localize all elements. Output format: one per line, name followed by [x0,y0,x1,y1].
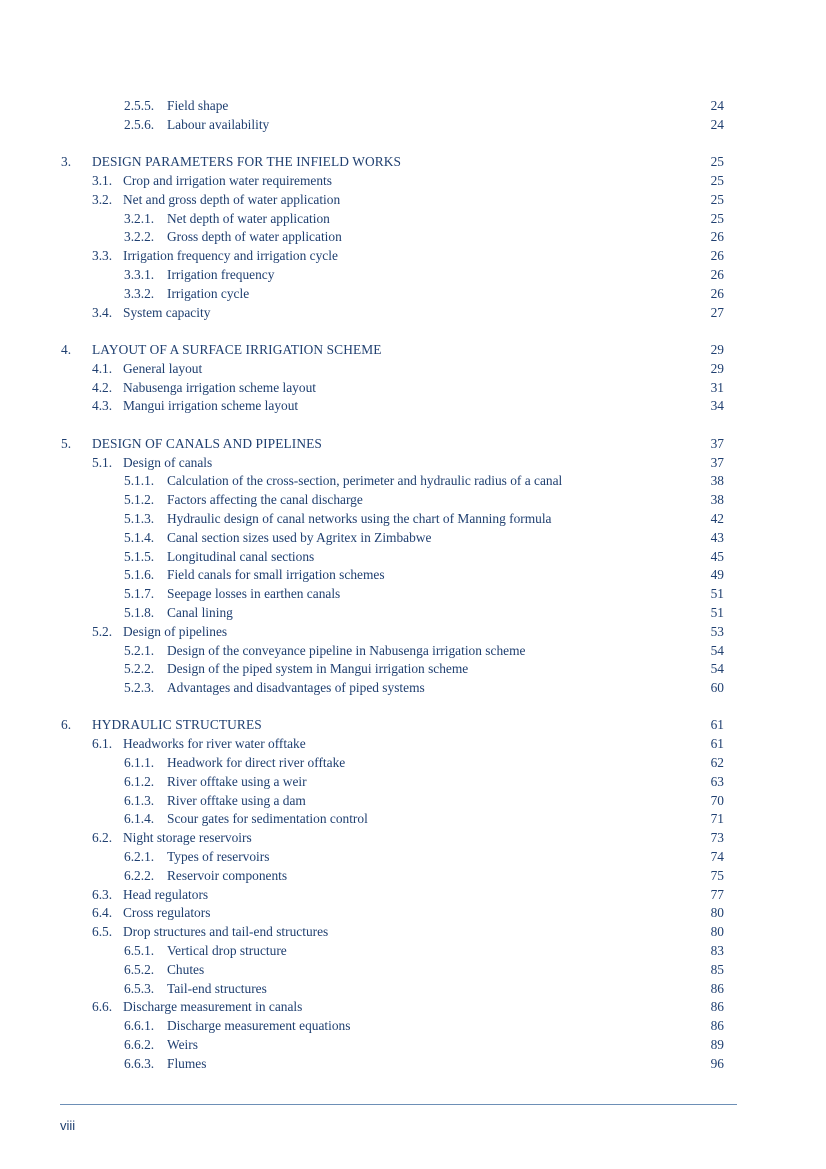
toc-entry-title: Types of reservoirs [167,849,270,865]
toc-entry-number: 6.2.1. [124,849,155,865]
toc-entry-page-number: 26 [710,285,724,301]
toc-entry-title: HYDRAULIC STRUCTURES [92,717,262,733]
toc-entry-title: Irrigation cycle [167,285,250,301]
toc-section-entry [0,397,826,416]
toc-entry-page-number: 25 [710,191,724,207]
toc-entry-page-number: 51 [710,604,724,620]
toc-entry-page-number: 24 [710,116,724,132]
toc-entry-page-number: 51 [710,586,724,602]
toc-entry-page-number: 31 [710,379,724,395]
toc-entry-number: 4.1. [92,360,113,376]
toc-entry-title: Design of the piped system in Mangui irrigation scheme [167,661,469,677]
toc-entry-page-number: 61 [710,736,724,752]
toc-entry-number: 3.2.1. [124,210,155,226]
toc-entry-page-number: 80 [710,905,724,921]
toc-entry-page-number: 42 [710,510,724,526]
toc-entry-page-number: 75 [710,867,724,883]
toc-entry-title: Design of canals [123,454,213,470]
toc-entry-page-number: 49 [710,567,724,583]
toc-entry-number: 3. [61,154,72,170]
toc-entry-title: DESIGN PARAMETERS FOR THE INFIELD WORKS [92,154,402,170]
toc-entry-title: Headworks for river water offtake [123,736,306,752]
toc-subsection-entry [0,285,826,304]
toc-entry-number: 6.6.1. [124,1018,155,1034]
toc-entry-title: General layout [123,360,203,376]
toc-entry-page-number: 26 [710,266,724,282]
toc-entry-title: Field canals for small irrigation schemes [167,567,385,583]
toc-entry-title: Weirs [167,1037,198,1053]
toc-subsection-entry [0,642,826,661]
toc-section-entry [0,735,826,754]
toc-chapter-entry [0,716,826,735]
toc-entry-page-number: 73 [710,830,724,846]
toc-entry-title: Reservoir components [167,867,288,883]
toc-entry-page-number: 38 [710,492,724,508]
toc-entry-page-number: 26 [710,248,724,264]
toc-entry-title: Night storage reservoirs [123,830,252,846]
toc-subsection-entry [0,529,826,548]
toc-entry-number: 5.1.8. [124,604,155,620]
toc-entry-title: Scour gates for sedimentation control [167,811,368,827]
toc-entry-title: Longitudinal canal sections [167,548,315,564]
toc-entry-number: 5.1.4. [124,529,155,545]
toc-entry-number: 4.2. [92,379,113,395]
toc-entry-page-number: 83 [710,943,724,959]
toc-entry-number: 6.5.1. [124,943,155,959]
toc-entry-title: Field shape [167,98,229,113]
toc-entry-page-number: 25 [710,210,724,226]
toc-section-entry [0,998,826,1017]
toc-entry-number: 3.1. [92,172,113,188]
toc-entry-page-number: 70 [710,792,724,808]
toc-entry-title: Tail-end structures [167,980,267,996]
toc-subsection-entry [0,679,826,698]
page-folio: viii [60,1118,76,1133]
toc-entry-title: Canal lining [167,604,233,620]
toc-section-entry [0,904,826,923]
toc-entry-title: System capacity [123,304,211,320]
toc-entry-title: Cross regulators [123,905,211,921]
toc-subsection-entry [0,566,826,585]
toc-entry-number: 2.5.5. [124,98,155,113]
toc-entry-page-number: 62 [710,755,724,771]
toc-entry-page-number: 29 [710,341,724,357]
toc-section-entry [0,247,826,266]
toc-entry-number: 3.3. [92,248,113,264]
toc-entry-number: 3.2.2. [124,229,155,245]
toc-entry-page-number: 80 [710,924,724,940]
toc-subsection-entry [0,97,826,116]
toc-subsection-entry [0,210,826,229]
toc-subsection-entry [0,510,826,529]
toc-entry-number: 5.2.3. [124,680,155,696]
toc-subsection-entry [0,1055,826,1074]
toc-section-entry [0,360,826,379]
toc-entry-number: 6.5. [92,924,113,940]
toc-entry-page-number: 63 [710,773,724,789]
toc-section-entry [0,923,826,942]
toc-subsection-entry [0,116,826,135]
toc-entry-title: Crop and irrigation water requirements [123,172,332,188]
toc-entry-title: Irrigation frequency and irrigation cycle [123,248,338,264]
toc-subsection-entry [0,472,826,491]
toc-entry-number: 5.1. [92,454,113,470]
toc-entry-number: 6.1.4. [124,811,155,827]
toc-entry-title: Seepage losses in earthen canals [167,586,341,602]
toc-subsection-entry [0,660,826,679]
toc-subsection-entry [0,266,826,285]
toc-entry-number: 5.2.2. [124,661,155,677]
toc-entry-number: 5.1.7. [124,586,155,602]
toc-subsection-entry [0,585,826,604]
toc-entry-title: Drop structures and tail-end structures [123,924,329,940]
toc-entry-number: 4. [61,341,72,357]
toc-entry-title: Design of the conveyance pipeline in Nabusenga irrigation scheme [167,642,526,658]
toc-entry-title: Labour availability [167,116,270,132]
toc-entry-page-number: 85 [710,961,724,977]
toc-entry-number: 5.1.5. [124,548,155,564]
toc-section-entry [0,172,826,191]
toc-entry-number: 6.1.3. [124,792,155,808]
toc-entry-number: 6.2. [92,830,113,846]
toc-entry-number: 6.6. [92,999,113,1015]
toc-entry-page-number: 45 [710,548,724,564]
toc-entry-page-number: 38 [710,473,724,489]
toc-entry-number: 5.1.1. [124,473,155,489]
toc-entry-page-number: 61 [710,717,724,733]
toc-entry-page-number: 37 [710,454,724,470]
toc-subsection-entry [0,228,826,247]
toc-entry-title: River offtake using a weir [167,773,307,789]
toc-entry-title: River offtake using a dam [167,792,306,808]
toc-entry-number: 6.5.3. [124,980,155,996]
toc-section-entry [0,304,826,323]
toc-entry-page-number: 53 [710,623,724,639]
toc-entry-title: Net and gross depth of water application [123,191,341,207]
toc-subsection-entry [0,792,826,811]
toc-entry-number: 4.3. [92,398,113,414]
toc-subsection-entry [0,1036,826,1055]
toc-section-entry [0,191,826,210]
toc-entry-title: LAYOUT OF A SURFACE IRRIGATION SCHEME [92,341,382,357]
toc-entry-number: 6.1. [92,736,113,752]
toc-entry-page-number: 86 [710,980,724,996]
toc-entry-page-number: 86 [710,1018,724,1034]
toc-entry-number: 5.2. [92,623,113,639]
toc-entry-title: Nabusenga irrigation scheme layout [123,379,316,395]
toc-entry-page-number: 34 [710,398,724,414]
table-of-contents [0,97,826,1074]
toc-entry-title: Discharge measurement equations [167,1018,351,1034]
toc-entry-page-number: 60 [710,680,724,696]
toc-entry-title: Irrigation frequency [167,266,275,282]
toc-entry-number: 2.5.6. [124,116,155,132]
toc-entry-number: 5.1.2. [124,492,155,508]
toc-entry-number: 6. [61,717,72,733]
toc-entry-page-number: 96 [710,1055,724,1071]
toc-entry-page-number: 25 [710,172,724,188]
toc-section-entry [0,829,826,848]
toc-entry-title: Canal section sizes used by Agritex in Zimbabwe [167,529,432,545]
toc-entry-number: 6.1.2. [124,773,155,789]
toc-entry-title: Hydraulic design of canal networks using the chart of Manning formula [167,510,552,526]
footer-divider [60,1104,737,1105]
toc-chapter-entry [0,341,826,360]
toc-subsection-entry [0,961,826,980]
toc-subsection-entry [0,1017,826,1036]
toc-entry-title: Advantages and disadvantages of piped systems [167,680,425,696]
toc-subsection-entry [0,548,826,567]
toc-entry-number: 6.6.2. [124,1037,155,1053]
toc-subsection-entry [0,754,826,773]
toc-entry-page-number: 77 [710,886,724,902]
toc-entry-page-number: 29 [710,360,724,376]
toc-entry-page-number: 37 [710,435,724,451]
toc-entry-number: 3.4. [92,304,113,320]
toc-entry-page-number: 74 [710,849,724,865]
toc-subsection-entry [0,867,826,886]
toc-entry-title: Flumes [167,1055,207,1071]
toc-subsection-entry [0,848,826,867]
toc-entry-title: Design of pipelines [123,623,228,639]
toc-entry-page-number: 89 [710,1037,724,1053]
toc-entry-page-number: 25 [710,154,724,170]
toc-entry-number: 6.2.2. [124,867,155,883]
toc-entry-number: 3.3.1. [124,266,155,282]
toc-chapter-entry [0,153,826,172]
toc-section-entry [0,454,826,473]
toc-subsection-entry [0,604,826,623]
toc-entry-number: 5.2.1. [124,642,155,658]
toc-entry-number: 6.1.1. [124,755,155,771]
toc-entry-number: 6.4. [92,905,113,921]
toc-section-entry [0,623,826,642]
toc-subsection-entry [0,773,826,792]
toc-subsection-entry [0,810,826,829]
toc-entry-title: Calculation of the cross-section, perimeter and hydraulic radius of a canal [167,473,563,489]
toc-entry-title: Vertical drop structure [167,943,287,959]
toc-entry-page-number: 27 [710,304,724,320]
toc-entry-title: Chutes [167,961,205,977]
toc-subsection-entry [0,942,826,961]
toc-entry-title: Mangui irrigation scheme layout [123,398,299,414]
toc-chapter-entry [0,435,826,454]
toc-entry-number: 6.5.2. [124,961,155,977]
toc-entry-page-number: 43 [710,529,724,545]
toc-entry-page-number: 54 [710,661,724,677]
toc-entry-number: 5.1.3. [124,510,155,526]
toc-entry-title: Discharge measurement in canals [123,999,303,1015]
toc-entry-title: Factors affecting the canal discharge [167,492,363,508]
toc-entry-title: Head regulators [123,886,209,902]
toc-entry-page-number: 24 [710,98,724,113]
toc-entry-number: 6.3. [92,886,113,902]
toc-section-entry [0,379,826,398]
toc-entry-number: 6.6.3. [124,1055,155,1071]
toc-entry-page-number: 26 [710,229,724,245]
toc-entry-page-number: 86 [710,999,724,1015]
toc-entry-title: DESIGN OF CANALS AND PIPELINES [92,435,322,451]
toc-entry-title: Net depth of water application [167,210,330,226]
toc-subsection-entry [0,980,826,999]
toc-entry-number: 5. [61,435,72,451]
toc-entry-number: 3.3.2. [124,285,155,301]
toc-section-entry [0,886,826,905]
toc-entry-page-number: 54 [710,642,724,658]
toc-subsection-entry [0,491,826,510]
toc-entry-number: 3.2. [92,191,113,207]
toc-entry-page-number: 71 [710,811,724,827]
toc-entry-title: Gross depth of water application [167,229,342,245]
toc-entry-number: 5.1.6. [124,567,155,583]
toc-entry-title: Headwork for direct river offtake [167,755,346,771]
